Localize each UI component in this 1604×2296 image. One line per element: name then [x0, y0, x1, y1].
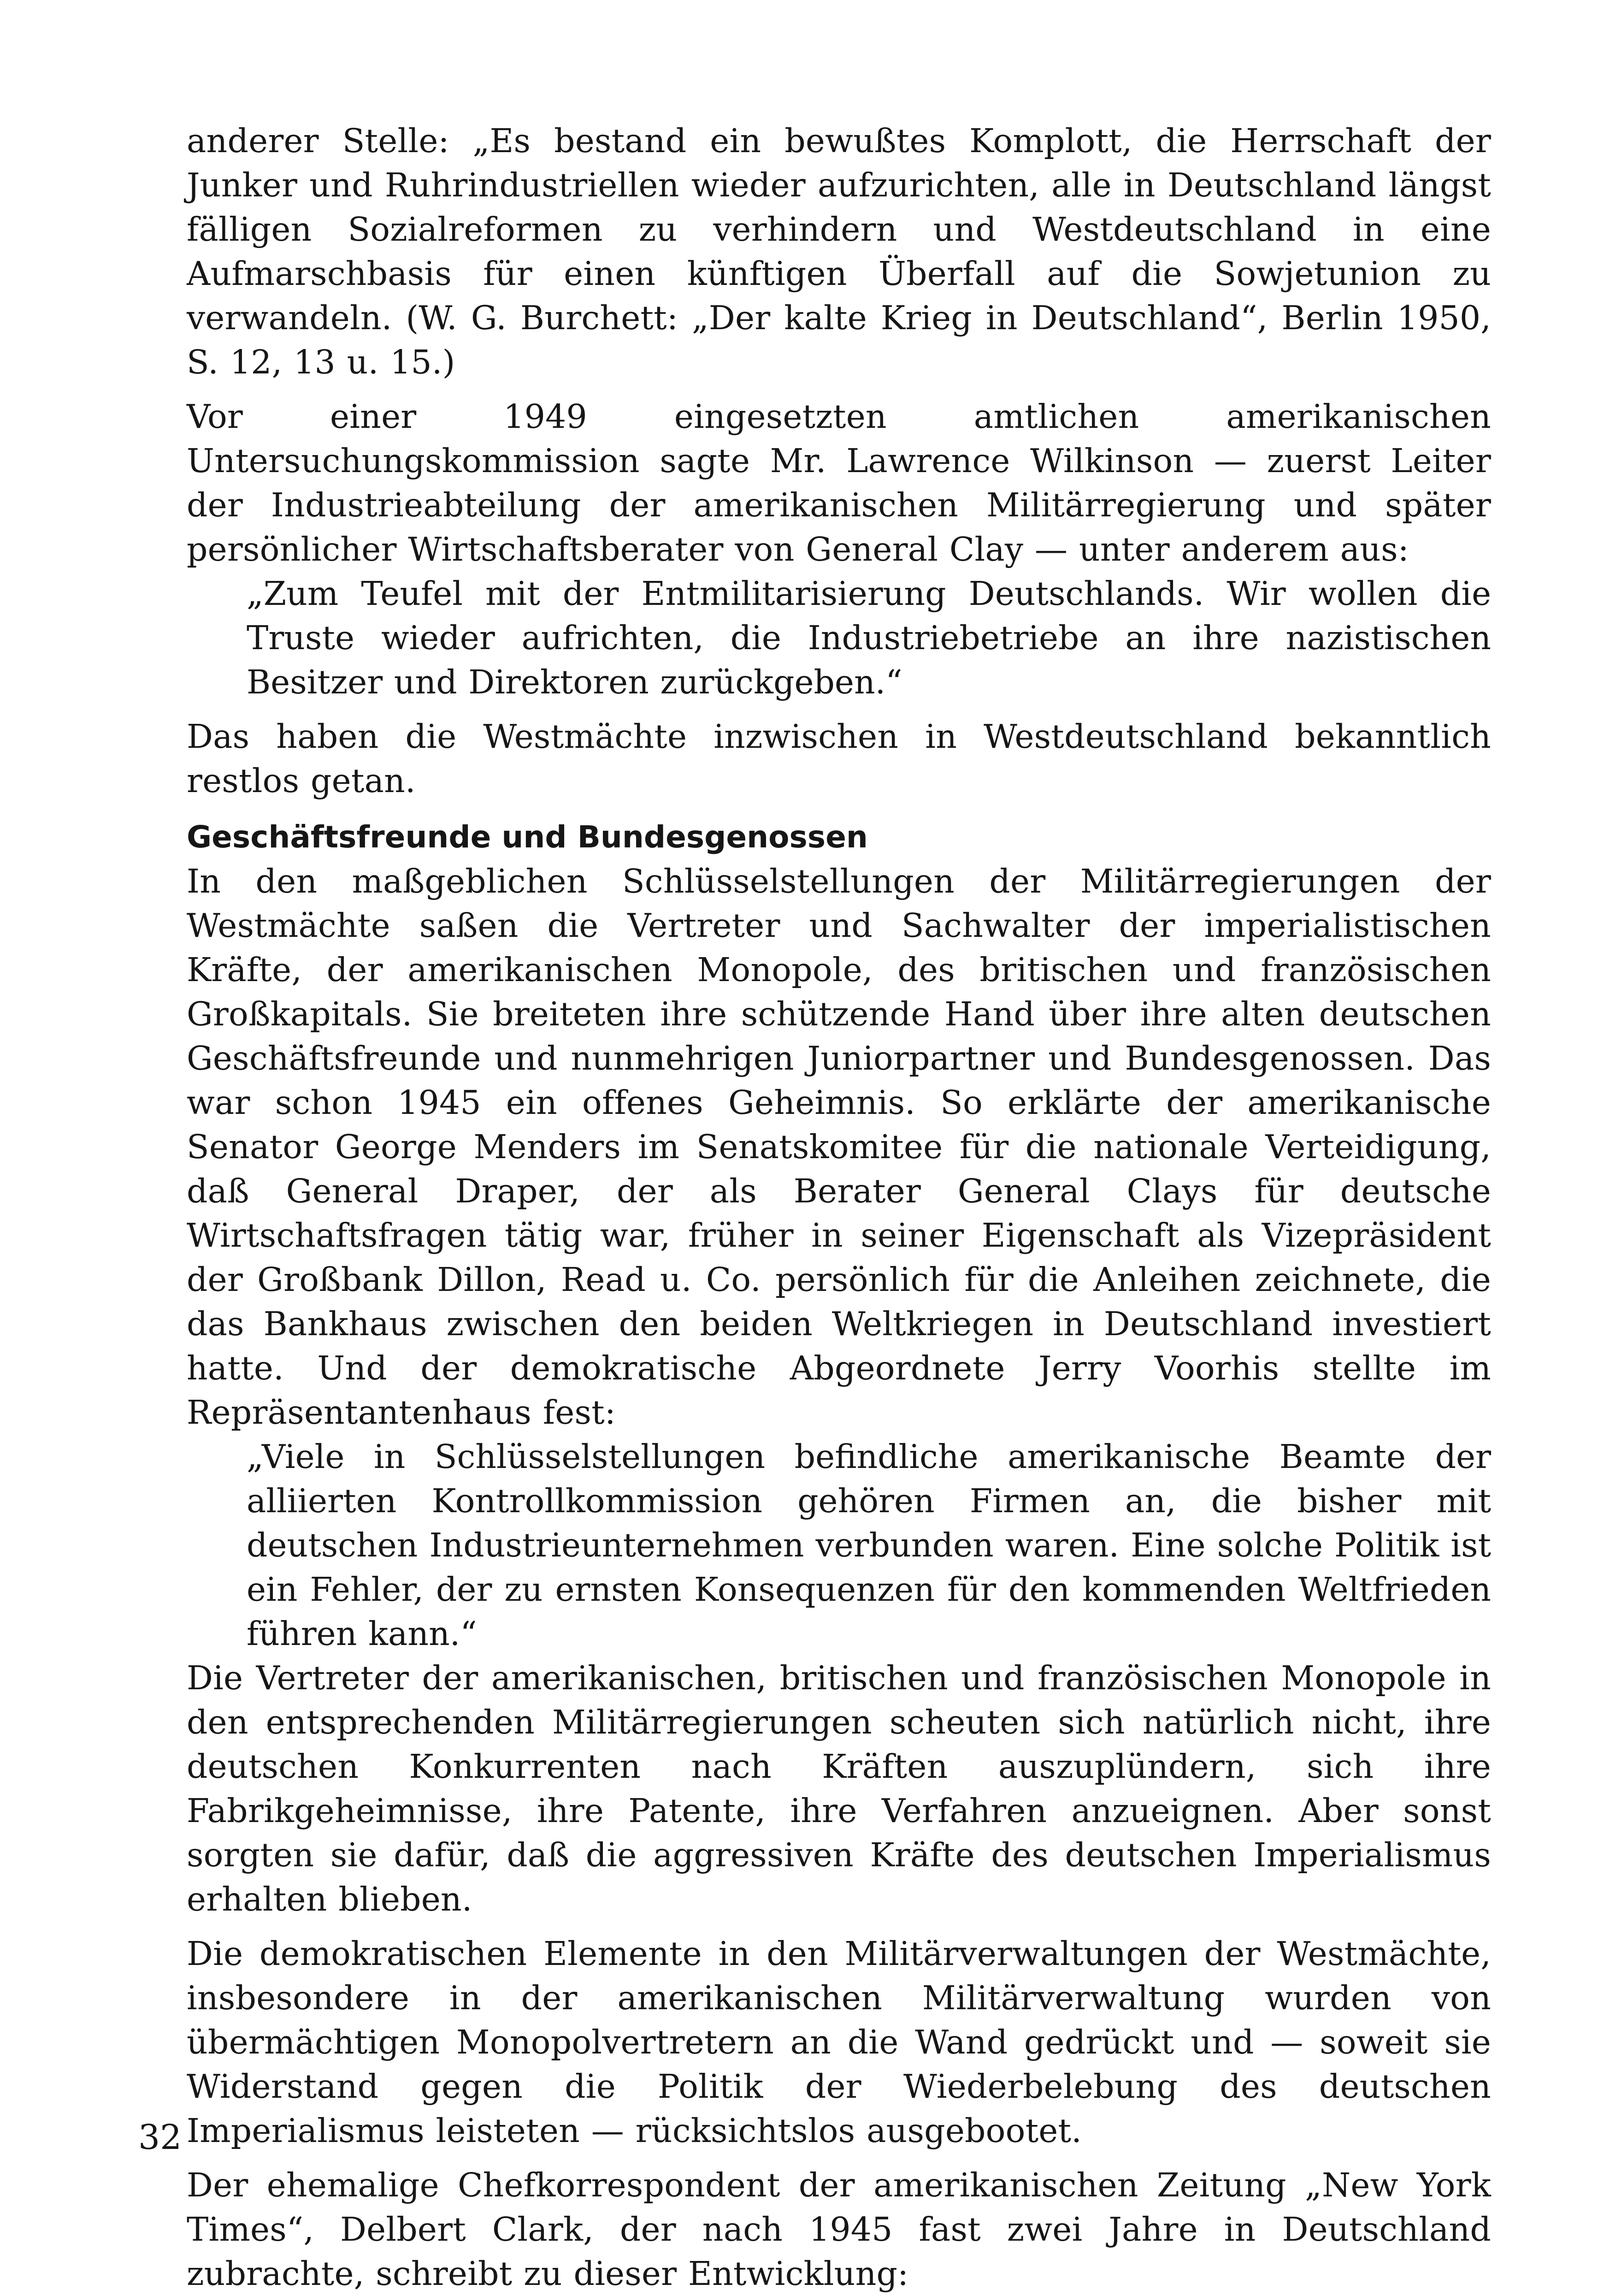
block-quote-wilkinson: „Zum Teufel mit der Entmilitarisierung Deutschlands. Wir wollen die Truste wieder aufrichten, die Industriebetriebe an ihre nazistischen Besitzer und Direktoren zurückgeben.“	[247, 574, 1491, 701]
paragraph-westmaechte: Das haben die Westmächte inzwischen in Westdeutschland bekanntlich restlos getan.	[187, 717, 1491, 800]
page-number: 32	[138, 2118, 182, 2157]
block-quote-voorhis: „Viele in Schlüsselstellungen befindliche amerikanische Beamte der alliierten Kontrollkommission gehören Firmen an, die bisher mit deutschen Industrieunternehmen verbunden waren. Eine solche Politik ist ein Fehler, der zu ernsten Konsequenzen für den kommenden Weltfrieden führen kann.“	[247, 1438, 1491, 1653]
paragraph-schluesselstellungen: In den maßgeblichen Schlüsselstellungen der Militärregierungen der Westmächte saßen die Vertreter und Sachwalter der imperialistischen Kräfte, der amerikanischen Monopole, des britischen und französischen Großkapitals. Sie breiteten ihre schützende Hand über ihre alten deutschen Geschäftsfreunde und nunmehrigen Juniorpartner und Bundesgenossen. Das war schon 1945 ein offenes Geheimnis. So erklärte der amerikanische Senator George Menders im Senatskomitee für die nationale Verteidigung, daß General Draper, der als Berater General Clays für deutsche Wirtschaftsfragen tätig war, früher in seiner Eigenschaft als Vizepräsident der Großbank Dillon, Read u. Co. persönlich für die Anleihen zeichnete, die das Bankhaus zwischen den beiden Weltkriegen in Deutschland investiert hatte. Und der demokratische Abgeordnete Jerry Voorhis stellte im Repräsentantenhaus fest:	[187, 862, 1491, 1432]
section-heading: Geschäftsfreunde und Bundesgenossen	[187, 819, 868, 855]
paragraph-burchett-quote: anderer Stelle: „Es bestand ein bewußtes Komplott, die Herrschaft der Junker und Ruhrindustriellen wieder aufzurichten, alle in Deutschland längst fälligen Sozialreformen zu verhindern und Westdeutschland in eine Aufmarschbasis für einen künftigen Überfall auf die Sowjetunion zu verwandeln. (W. G. Burchett: „Der kalte Krieg in Deutschland“, Berlin 1950, S. 12, 13 u. 15.)	[187, 122, 1491, 381]
paragraph-demokratische-elemente: Die demokratischen Elemente in den Militärverwaltungen der Westmächte, insbesondere in der amerikanischen Militärverwaltung wurden von übermächtigen Monopolvertretern an die Wand gedrückt und — soweit sie Widerstand gegen die Politik der Wiederbelebung des deutschen Imperialismus leisteten — rücksichtslos ausgebootet.	[187, 1935, 1491, 2150]
paragraph-monopole: Die Vertreter der amerikanischen, britischen und französischen Monopole in den entsprechenden Militärregierungen scheuten sich natürlich nicht, ihre deutschen Konkurrenten nach Kräften auszuplündern, sich ihre Fabrikgeheimnisse, ihre Patente, ihre Verfahren anzueignen. Aber sonst sorgten sie dafür, daß die aggressiven Kräfte des deutschen Imperialismus erhalten blieben.	[187, 1659, 1491, 1918]
page-body	[187, 119, 1491, 2296]
paragraph-wilkinson-intro: Vor einer 1949 eingesetzten amtlichen amerikanischen Untersuchungskommission sagte Mr. Lawrence Wilkinson — zuerst Leiter der Industrieabteilung der amerikanischen Militärregierung und später persönlicher Wirtschaftsberater von General Clay — unter anderem aus:	[187, 397, 1491, 568]
paragraph-delbert-clark: Der ehemalige Chefkorrespondent der amerikanischen Zeitung „New York Times“, Delbert Clark, der nach 1945 fast zwei Jahre in Deutschland zubrachte, schreibt zu dieser Entwicklung:	[187, 2166, 1491, 2293]
